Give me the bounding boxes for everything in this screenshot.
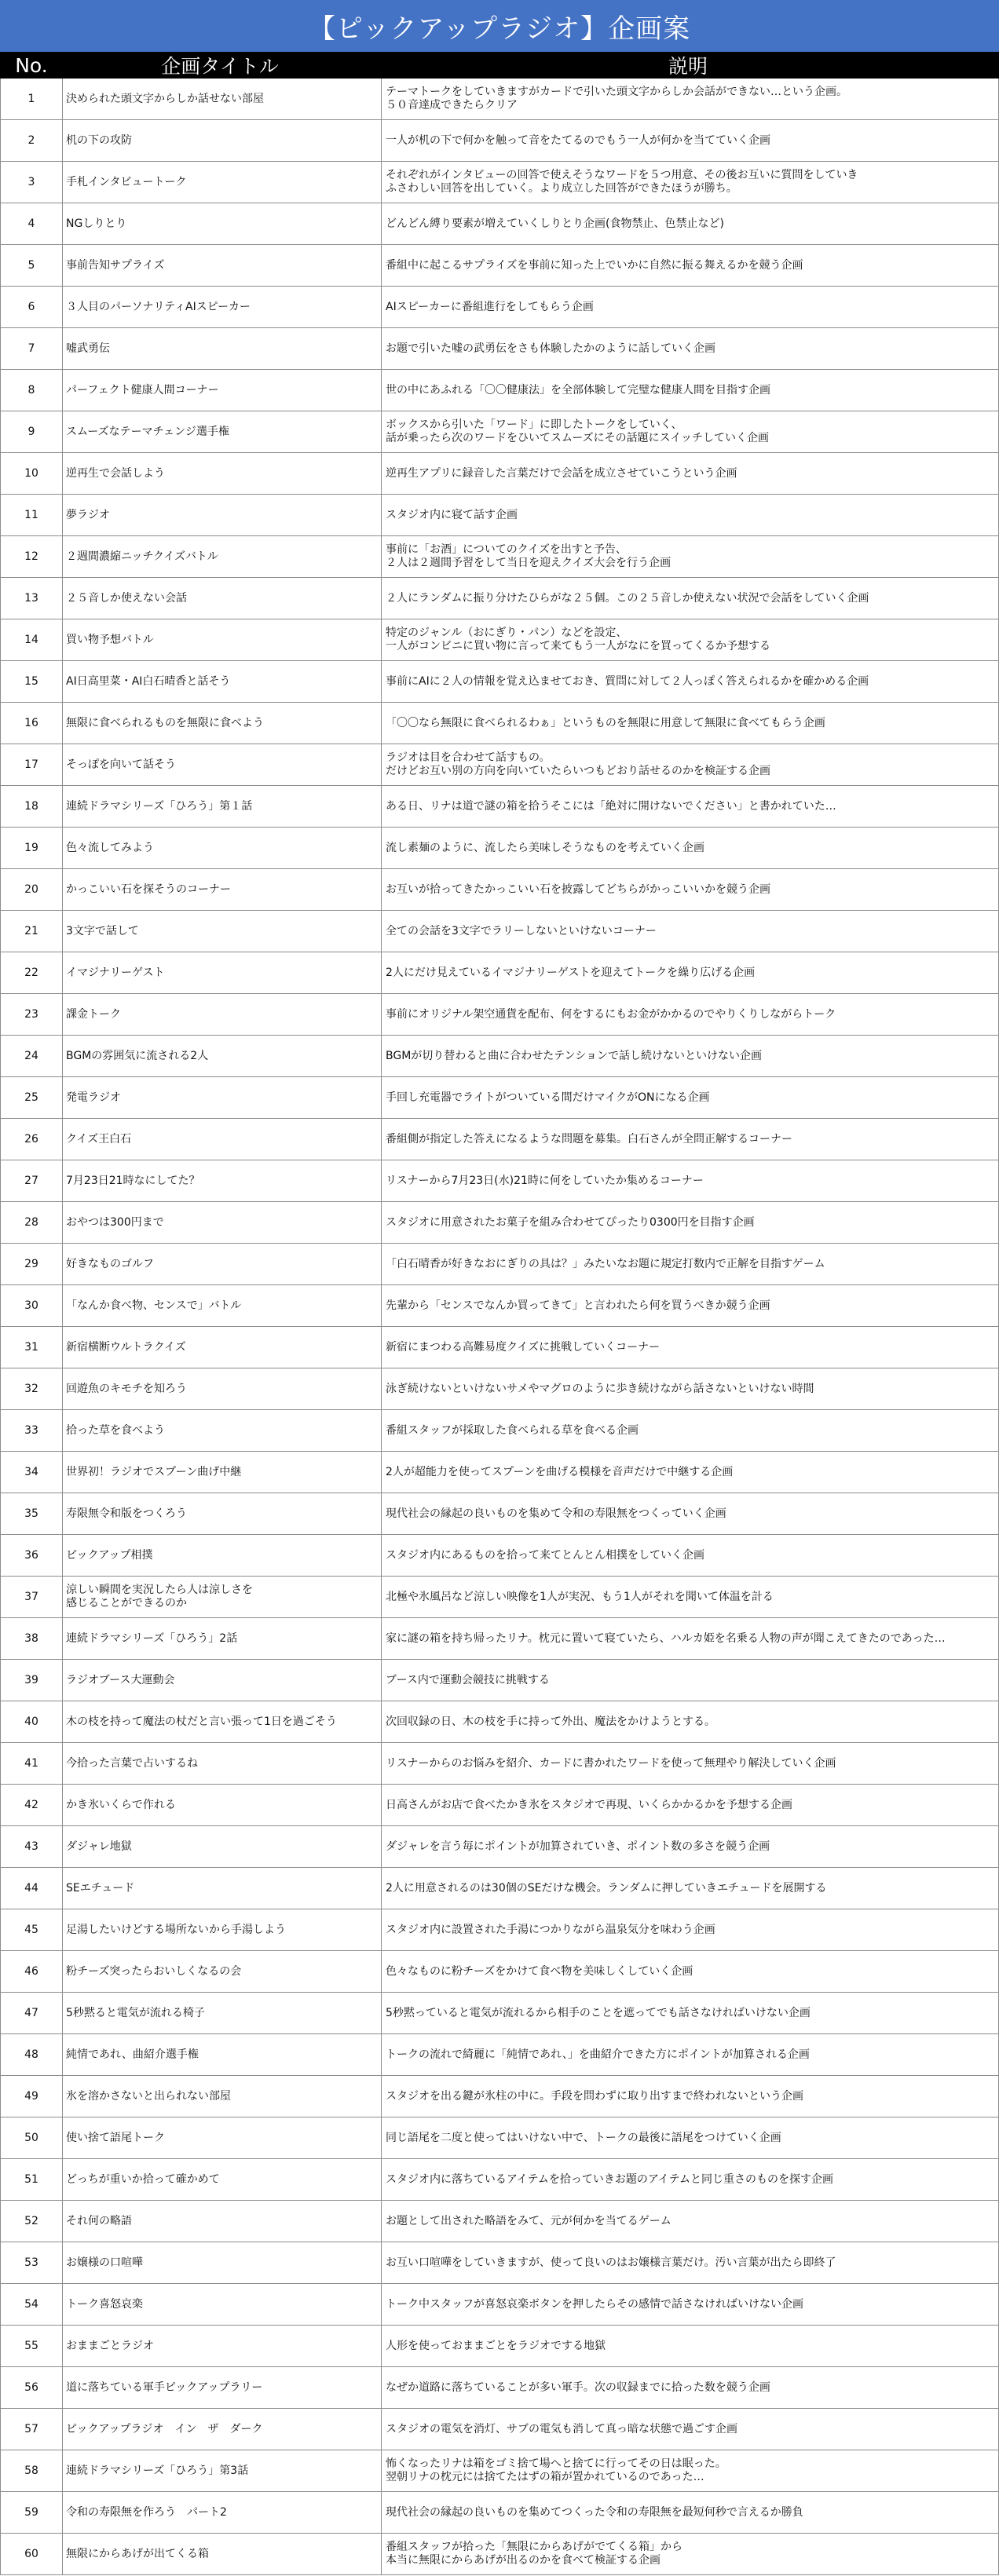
row-number-cell: 58 [0, 2450, 63, 2491]
row-description-cell: 同じ語尾を二度と使ってはいけない中で、トークの最後に語尾をつけていく企画 [382, 2117, 999, 2158]
header-title: 企画タイトル [161, 55, 279, 78]
row-number-cell: 17 [0, 744, 63, 785]
table-row [0, 2409, 999, 2450]
row-title-cell: 氷を溶かさないと出られない部屋 [63, 2076, 382, 2117]
table-row [0, 1951, 999, 1993]
row-number-cell: 44 [0, 1868, 63, 1909]
table-row [0, 287, 999, 328]
row-description-cell: BGMが切り替わると曲に合わせたテンションで話し続けないといけない企画 [382, 1036, 999, 1076]
row-description-cell: 事前にAIに２人の情報を覚え込ませておき、質問に対して２人っぽく答えられるかを確かめる企画 [382, 661, 999, 702]
row-description-cell: お互い口喧嘩をしていきますが、使って良いのはお嬢様言葉だけ。汚い言葉が出たら即終了 [382, 2242, 999, 2283]
row-number-cell: 12 [0, 536, 63, 577]
row-description-cell: AIスピーカーに番組進行をしてもらう企画 [382, 287, 999, 327]
table-row [0, 1202, 999, 1244]
row-description-cell: 現代社会の縁起の良いものを集めてつくった令和の寿限無を最短何秒で言えるか勝負 [382, 2492, 999, 2533]
table-row [0, 245, 999, 287]
row-title-cell: 夢ラジオ [63, 495, 382, 535]
row-title-cell: 連続ドラマシリーズ「ひろう」2話 [63, 1618, 382, 1659]
header-row [0, 52, 999, 79]
row-number-cell: 50 [0, 2117, 63, 2158]
row-number-cell: 25 [0, 1077, 63, 1118]
row-number-cell: 33 [0, 1410, 63, 1451]
table-row [0, 2034, 999, 2076]
row-description-cell: トーク中スタッフが喜怒哀楽ボタンを押したらその感情で話さなければいけない企画 [382, 2284, 999, 2325]
row-description-cell: どんどん縛り要素が増えていくしりとり企画(食物禁止、色禁止など) [382, 203, 999, 244]
row-number-cell: 5 [0, 245, 63, 286]
row-title-cell: 無限に食べられるものを無限に食べよう [63, 703, 382, 744]
table-row [0, 1368, 999, 1410]
row-description-cell: 先輩から「センスでなんか買ってきて」と言われたら何を買うべきか競う企画 [382, 1285, 999, 1326]
row-description-cell: 番組側が指定した答えになるような問題を募集。白石さんが全問正解するコーナー [382, 1119, 999, 1160]
row-description-cell: 2人にだけ見えているイマジナリーゲストを迎えてトークを繰り広げる企画 [382, 952, 999, 993]
table-row [0, 536, 999, 578]
row-number-cell: 1 [0, 79, 63, 119]
row-number-cell: 45 [0, 1909, 63, 1950]
table-row [0, 578, 999, 619]
row-description-cell: リスナーから7月23日(水)21時に何をしていたか集めるコーナー [382, 1160, 999, 1201]
sheet-title: 【ピックアップラジオ】企画案 [0, 0, 999, 52]
row-description-cell: ブース内で運動会競技に挑戦する [382, 1660, 999, 1701]
row-title-cell: 粉チーズ突ったらおいしくなるの会 [63, 1951, 382, 1992]
row-number-cell: 3 [0, 162, 63, 203]
row-description-cell: 番組スタッフが拾った「無限にからあげがでてくる箱」から 本当に無限にからあげが出るのかを食べて検証する企画 [382, 2534, 999, 2574]
row-description-cell: 一人が机の下で何かを触って音をたてるのでもう一人が何かを当てていく企画 [382, 120, 999, 161]
table-row [0, 2450, 999, 2492]
row-description-cell: 手回し充電器でライトがついている間だけマイクがONになる企画 [382, 1077, 999, 1118]
row-description-cell: お題で引いた嘘の武勇伝をさも体験したかのように話していく企画 [382, 328, 999, 369]
row-title-cell: 今拾った言葉で占いするね [63, 1743, 382, 1784]
row-number-cell: 26 [0, 1119, 63, 1160]
row-description-cell: スタジオ内にあるものを拾って来てとんとん相撲をしていく企画 [382, 1535, 999, 1576]
table-row [0, 2367, 999, 2409]
row-number-cell: 6 [0, 287, 63, 327]
row-description-cell: 2人に用意されるのは30個のSEだけな機会。ランダムに押していきエチュードを展開する [382, 1868, 999, 1909]
row-number-cell: 59 [0, 2492, 63, 2533]
row-number-cell: 18 [0, 786, 63, 827]
table-row [0, 828, 999, 869]
table-row [0, 2117, 999, 2159]
table-row [0, 911, 999, 952]
table-row [0, 1993, 999, 2034]
row-number-cell: 41 [0, 1743, 63, 1784]
row-title-cell: 寿限無令和版をつくろう [63, 1493, 382, 1534]
row-title-cell: どっちが重いか拾って確かめて [63, 2159, 382, 2200]
table-row [0, 2284, 999, 2326]
row-title-cell: 道に落ちている軍手ピックアップラリー [63, 2367, 382, 2408]
table-row [0, 120, 999, 162]
row-title-cell: 純情であれ、曲紹介選手権 [63, 2034, 382, 2075]
row-title-cell: 決められた頭文字からしか話せない部屋 [63, 79, 382, 119]
table-row [0, 1244, 999, 1285]
table-row [0, 1577, 999, 1618]
row-title-cell: おやつは300円まで [63, 1202, 382, 1243]
row-title-cell: ラジオブース大運動会 [63, 1660, 382, 1701]
row-number-cell: 38 [0, 1618, 63, 1659]
row-title-cell: 使い捨て語尾トーク [63, 2117, 382, 2158]
row-description-cell: 特定のジャンル（おにぎり・パン）などを設定、 一人がコンビニに買い物に言って来てもう一人がなにを買ってくるか予想する [382, 619, 999, 660]
row-title-cell: そっぽを向いて話そう [63, 744, 382, 785]
row-title-cell: 足湯したいけどする場所ないから手湯しよう [63, 1909, 382, 1950]
row-description-cell: お互いが拾ってきたかっこいい石を披露してどちらがかっこいいかを競う企画 [382, 869, 999, 910]
table-row [0, 411, 999, 453]
row-title-cell: トーク喜怒哀楽 [63, 2284, 382, 2325]
row-description-cell: 泳ぎ続けないといけないサメやマグロのように歩き続けながら話さないといけない時間 [382, 1368, 999, 1409]
table-row [0, 1785, 999, 1826]
row-title-cell: 発電ラジオ [63, 1077, 382, 1118]
row-title-cell: ２５音しか使えない会話 [63, 578, 382, 619]
table-row [0, 1701, 999, 1743]
row-title-cell: パーフェクト健康人間コーナー [63, 370, 382, 411]
row-title-cell: ピックアップ相撲 [63, 1535, 382, 1576]
row-number-cell: 23 [0, 994, 63, 1035]
row-title-cell: 手札インタビュートーク [63, 162, 382, 203]
table-row [0, 1743, 999, 1785]
table-row [0, 1452, 999, 1493]
row-number-cell: 2 [0, 120, 63, 161]
table-row [0, 1036, 999, 1077]
row-title-cell: 色々流してみよう [63, 828, 382, 868]
row-number-cell: 9 [0, 411, 63, 452]
row-description-cell: 現代社会の縁起の良いものを集めて令和の寿限無をつくっていく企画 [382, 1493, 999, 1534]
row-number-cell: 29 [0, 1244, 63, 1284]
row-title-cell: 涼しい瞬間を実況したら人は涼しさを 感じることができるのか [63, 1577, 382, 1617]
table-row [0, 1160, 999, 1202]
row-number-cell: 52 [0, 2201, 63, 2242]
row-description-cell: 次回収録の日、木の枝を手に持って外出、魔法をかけようとする。 [382, 1701, 999, 1742]
row-number-cell: 42 [0, 1785, 63, 1825]
row-description-cell: スタジオを出る鍵が氷柱の中に。手段を問わずに取り出すまで終われないという企画 [382, 2076, 999, 2117]
row-number-cell: 55 [0, 2326, 63, 2366]
row-title-cell: 課金トーク [63, 994, 382, 1035]
row-description-cell: ラジオは目を合わせて話すもの。 だけどお互い別の方向を向いていたらいつもどおり話せるのかを検証する企画 [382, 744, 999, 785]
row-title-cell: 5秒黙ると電気が流れる椅子 [63, 1993, 382, 2033]
table-row [0, 703, 999, 744]
row-description-cell: なぜか道路に落ちていることが多い軍手。次の収録までに拾った数を競う企画 [382, 2367, 999, 2408]
row-description-cell: 北極や氷風呂など涼しい映像を1人が実況、もう1人がそれを聞いて体温を計る [382, 1577, 999, 1617]
row-number-cell: 53 [0, 2242, 63, 2283]
row-description-cell: 怖くなったリナは箱をゴミ捨て場へと捨てに行ってその日は眠った。 翌朝リナの枕元には捨てたはずの箱が置かれているのであった… [382, 2450, 999, 2491]
row-description-cell: トークの流れで綺麗に「純情であれ、」を曲紹介できた方にポイントが加算される企画 [382, 2034, 999, 2075]
row-title-cell: 世界初！ラジオでスプーン曲げ中継 [63, 1452, 382, 1493]
row-number-cell: 10 [0, 453, 63, 494]
row-title-cell: 事前告知サプライズ [63, 245, 382, 286]
table-row [0, 994, 999, 1036]
row-number-cell: 14 [0, 619, 63, 660]
row-description-cell: 色々なものに粉チーズをかけて食べ物を美味しくしていく企画 [382, 1951, 999, 1992]
table-row [0, 786, 999, 828]
table-row [0, 1909, 999, 1951]
row-title-cell: かっこいい石を探そうのコーナー [63, 869, 382, 910]
row-description-cell: スタジオ内に設置された手湯につかりながら温泉気分を味わう企画 [382, 1909, 999, 1950]
row-description-cell: 「〇〇なら無限に食べられるわぁ」というものを無限に用意して無限に食べてもらう企画 [382, 703, 999, 744]
row-number-cell: 47 [0, 1993, 63, 2033]
row-description-cell: スタジオの電気を消灯、サブの電気も消して真っ暗な状態で過ごす企画 [382, 2409, 999, 2450]
row-number-cell: 11 [0, 495, 63, 535]
table-body [0, 79, 999, 2575]
row-description-cell: お題として出された略語をみて、元が何かを当てるゲーム [382, 2201, 999, 2242]
row-title-cell: 「なんか食べ物、センスで」バトル [63, 1285, 382, 1326]
row-title-cell: 木の枝を持って魔法の杖だと言い張って1日を過ごそう [63, 1701, 382, 1742]
table-row [0, 2534, 999, 2575]
row-description-cell: テーマトークをしていきますがカードで引いた頭文字からしか会話ができない…という企画。 ５０音達成できたらクリア [382, 79, 999, 119]
row-title-cell: 回遊魚のキモチを知ろう [63, 1368, 382, 1409]
row-number-cell: 46 [0, 1951, 63, 1992]
table-row [0, 1327, 999, 1368]
row-title-cell: 新宿横断ウルトラクイズ [63, 1327, 382, 1368]
row-description-cell: スタジオ内に寝て話す企画 [382, 495, 999, 535]
row-number-cell: 56 [0, 2367, 63, 2408]
table-row [0, 2492, 999, 2534]
table-row [0, 869, 999, 911]
table-row [0, 1410, 999, 1452]
row-number-cell: 24 [0, 1036, 63, 1076]
row-title-cell: 好きなものゴルフ [63, 1244, 382, 1284]
row-description-cell: リスナーからのお悩みを紹介、カードに書かれたワードを使って無理やり解決していく企画 [382, 1743, 999, 1784]
row-title-cell: イマジナリーゲスト [63, 952, 382, 993]
table-row [0, 495, 999, 536]
row-title-cell: 無限にからあげが出てくる箱 [63, 2534, 382, 2574]
row-title-cell: 連続ドラマシリーズ「ひろう」第3話 [63, 2450, 382, 2491]
row-number-cell: 32 [0, 1368, 63, 1409]
row-number-cell: 22 [0, 952, 63, 993]
row-description-cell: 全ての会話を3文字でラリーしないといけないコーナー [382, 911, 999, 952]
table-row [0, 1535, 999, 1577]
row-number-cell: 49 [0, 2076, 63, 2117]
row-number-cell: 30 [0, 1285, 63, 1326]
row-title-cell: 令和の寿限無を作ろう パート2 [63, 2492, 382, 2533]
row-description-cell: 流し素麺のように、流したら美味しそうなものを考えていく企画 [382, 828, 999, 868]
row-title-cell: スムーズなテーマチェンジ選手権 [63, 411, 382, 452]
row-description-cell: 世の中にあふれる「〇〇健康法」を全部体験して完璧な健康人間を目指す企画 [382, 370, 999, 411]
row-number-cell: 34 [0, 1452, 63, 1493]
row-number-cell: 39 [0, 1660, 63, 1701]
row-description-cell: ボックスから引いた「ワード」に即したトークをしていく、 話が乗ったら次のワードをひいてスムーズにその話題にスイッチしていく企画 [382, 411, 999, 452]
table-row [0, 1660, 999, 1701]
row-description-cell: ２人にランダムに振り分けたひらがな２５個。この２５音しか使えない状況で会話をしていく企画 [382, 578, 999, 619]
row-description-cell: 人形を使っておままごとをラジオでする地獄 [382, 2326, 999, 2366]
row-number-cell: 28 [0, 1202, 63, 1243]
row-number-cell: 13 [0, 578, 63, 619]
row-title-cell: 7月23日21時なにしてた？ [63, 1160, 382, 1201]
row-number-cell: 43 [0, 1826, 63, 1867]
row-number-cell: 15 [0, 661, 63, 702]
table-row [0, 2159, 999, 2201]
row-number-cell: 8 [0, 370, 63, 411]
table-row [0, 2076, 999, 2117]
row-description-cell: 日高さんがお店で食べたかき氷をスタジオで再現、いくらかかるかを予想する企画 [382, 1785, 999, 1825]
table-row [0, 1285, 999, 1327]
table-row [0, 2201, 999, 2242]
row-description-cell: 事前にオリジナル架空通貨を配布、何をするにもお金がかかるのでやりくりしながらトーク [382, 994, 999, 1035]
row-number-cell: 19 [0, 828, 63, 868]
row-number-cell: 60 [0, 2534, 63, 2574]
row-number-cell: 48 [0, 2034, 63, 2075]
row-number-cell: 37 [0, 1577, 63, 1617]
row-number-cell: 27 [0, 1160, 63, 1201]
row-number-cell: 36 [0, 1535, 63, 1576]
row-description-cell: 番組スタッフが採取した食べられる草を食べる企画 [382, 1410, 999, 1451]
row-description-cell: 番組中に起こるサプライズを事前に知った上でいかに自然に振る舞えるかを競う企画 [382, 245, 999, 286]
table-row [0, 619, 999, 661]
row-description-cell: ある日、リナは道で謎の箱を拾うそこには「絶対に開けないでください」と書かれていた… [382, 786, 999, 827]
table-row [0, 79, 999, 120]
row-description-cell: 2人が超能力を使ってスプーンを曲げる模様を音声だけで中継する企画 [382, 1452, 999, 1493]
table-row [0, 2326, 999, 2367]
row-title-cell: ２週間濃縮ニッチクイズバトル [63, 536, 382, 577]
row-title-cell: かき氷いくらで作れる [63, 1785, 382, 1825]
row-description-cell: スタジオ内に落ちているアイテムを拾っていきお題のアイテムと同じ重さのものを探す企画 [382, 2159, 999, 2200]
row-title-cell: おままごとラジオ [63, 2326, 382, 2366]
row-number-cell: 21 [0, 911, 63, 952]
row-number-cell: 7 [0, 328, 63, 369]
row-description-cell: 事前に「お酒」についてのクイズを出すと予告、 ２人は２週間予習をして当日を迎えクイズ大会を行う企画 [382, 536, 999, 577]
table-row [0, 328, 999, 370]
table-row [0, 744, 999, 786]
table-row [0, 1493, 999, 1535]
row-title-cell: NGしりとり [63, 203, 382, 244]
row-number-cell: 54 [0, 2284, 63, 2325]
table-row [0, 1119, 999, 1160]
row-number-cell: 31 [0, 1327, 63, 1368]
row-title-cell: SEエチュード [63, 1868, 382, 1909]
table-row [0, 162, 999, 203]
row-description-cell: 新宿にまつわる高難易度クイズに挑戦していくコーナー [382, 1327, 999, 1368]
row-number-cell: 4 [0, 203, 63, 244]
row-number-cell: 57 [0, 2409, 63, 2450]
row-number-cell: 16 [0, 703, 63, 744]
row-description-cell: 家に謎の箱を持ち帰ったリナ。枕元に置いて寝ていたら、ハルカ姫を名乗る人物の声が聞こえてきたのであった… [382, 1618, 999, 1659]
table-row [0, 661, 999, 703]
row-title-cell: それ何の略語 [63, 2201, 382, 2242]
header-description: 説明 [668, 55, 708, 78]
table-row [0, 952, 999, 994]
table-row [0, 1077, 999, 1119]
row-title-cell: BGMの雰囲気に流される2人 [63, 1036, 382, 1076]
table-row [0, 2242, 999, 2284]
row-description-cell: 逆再生アプリに録音した言葉だけで会話を成立させていこうという企画 [382, 453, 999, 494]
row-title-cell: お嬢様の口喧嘩 [63, 2242, 382, 2283]
row-title-cell: AI日高里菜・AI白石晴香と話そう [63, 661, 382, 702]
row-title-cell: 連続ドラマシリーズ「ひろう」第１話 [63, 786, 382, 827]
row-number-cell: 20 [0, 869, 63, 910]
row-title-cell: ピックアップラジオ イン ザ ダーク [63, 2409, 382, 2450]
row-number-cell: 40 [0, 1701, 63, 1742]
row-description-cell: スタジオに用意されたお菓子を組み合わせてぴったり0300円を目指す企画 [382, 1202, 999, 1243]
row-title-cell: ３人目のパーソナリティAIスピーカー [63, 287, 382, 327]
header-no: No. [15, 53, 48, 77]
row-title-cell: 机の下の攻防 [63, 120, 382, 161]
table-row [0, 453, 999, 495]
table-row [0, 1618, 999, 1660]
table-row [0, 370, 999, 411]
row-title-cell: ダジャレ地獄 [63, 1826, 382, 1867]
row-number-cell: 51 [0, 2159, 63, 2200]
row-description-cell: 5秒黙っていると電気が流れるから相手のことを遮ってでも話さなければいけない企画 [382, 1993, 999, 2033]
row-description-cell: それぞれがインタビューの回答で使えそうなワードを５つ用意、その後お互いに質問をしていき ふさわしい回答を出していく。より成立した回答ができたほうが勝ち。 [382, 162, 999, 203]
table-row [0, 1868, 999, 1909]
row-title-cell: 拾った草を食べよう [63, 1410, 382, 1451]
row-title-cell: 3文字で話して [63, 911, 382, 952]
row-description-cell: ダジャレを言う毎にポイントが加算されていき、ポイント数の多さを競う企画 [382, 1826, 999, 1867]
row-title-cell: クイズ王白石 [63, 1119, 382, 1160]
row-number-cell: 35 [0, 1493, 63, 1534]
table-row [0, 203, 999, 245]
row-title-cell: 嘘武勇伝 [63, 328, 382, 369]
row-description-cell: 「白石晴香が好きなおにぎりの具は？」みたいなお題に規定打数内で正解を目指すゲーム [382, 1244, 999, 1284]
table-row [0, 1826, 999, 1868]
row-title-cell: 逆再生で会話しよう [63, 453, 382, 494]
row-title-cell: 買い物予想バトル [63, 619, 382, 660]
